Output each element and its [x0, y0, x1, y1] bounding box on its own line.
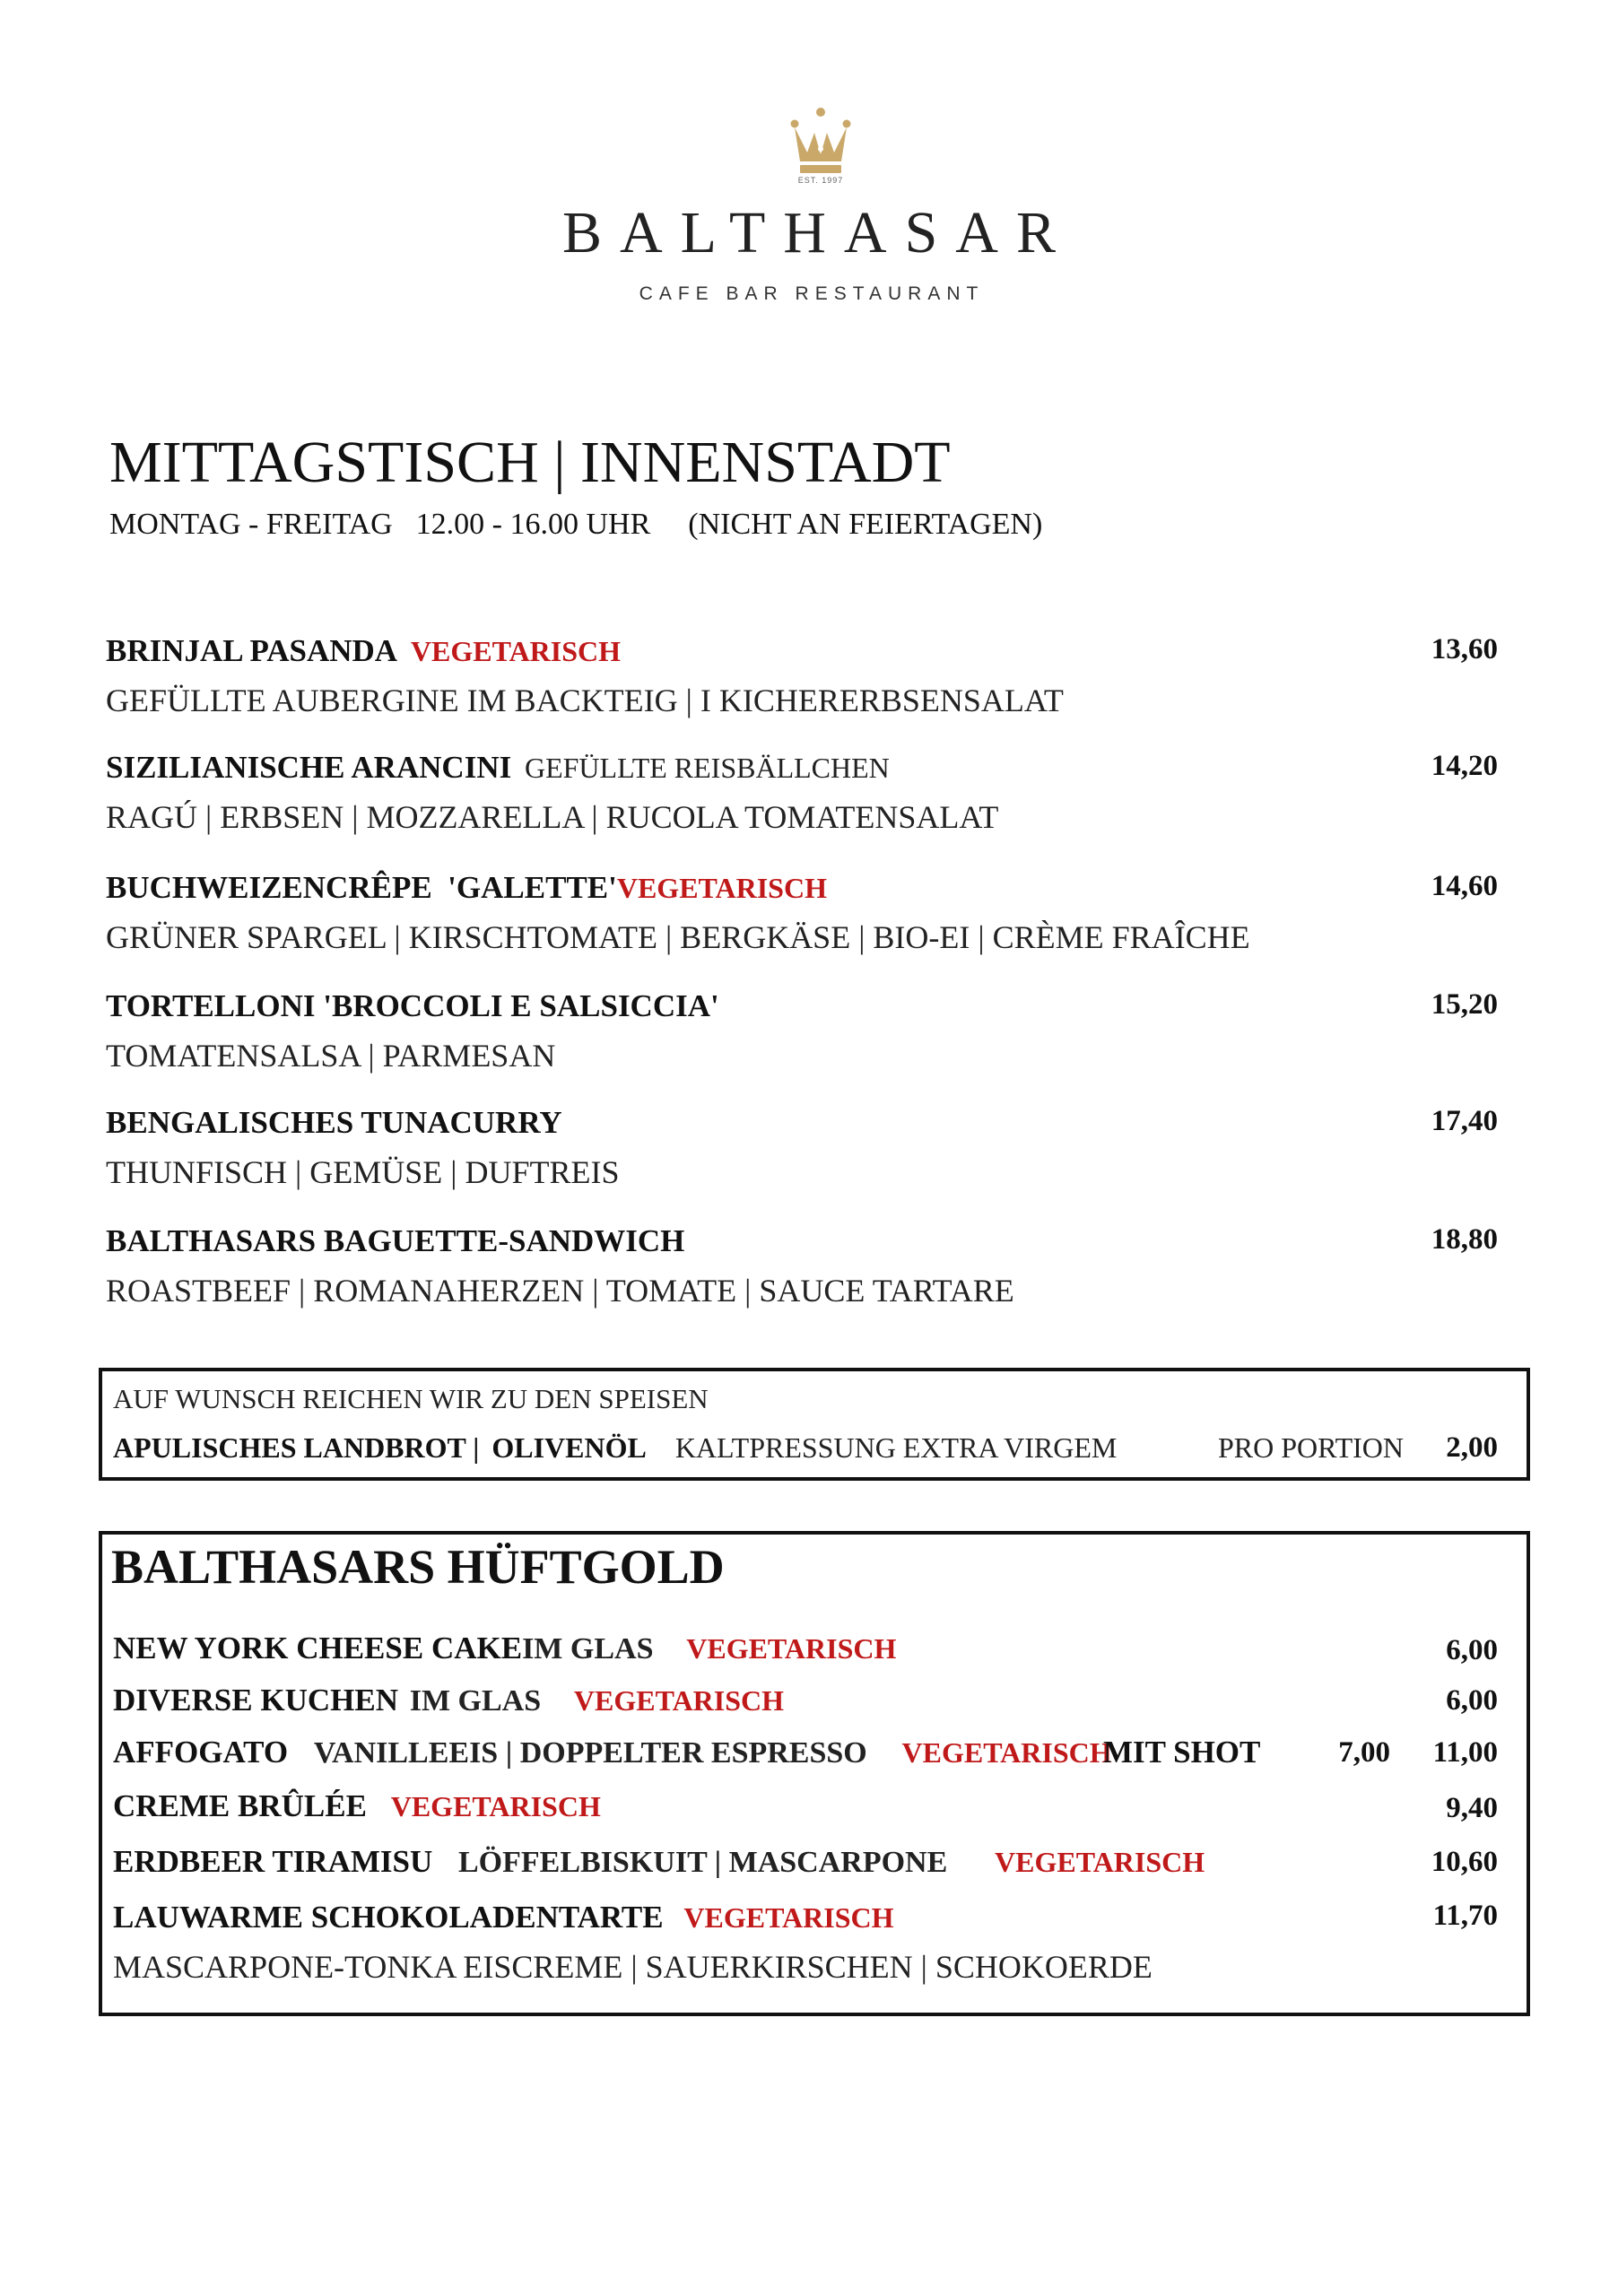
dessert-item	[113, 1631, 896, 1666]
dessert-name: NEW YORK CHEESE CAKE	[113, 1631, 523, 1665]
menu-item-description: RAGÚ | ERBSEN | MOZZARELLA | RUCOLA TOMATENSALAT	[106, 799, 999, 835]
olive-oil-name: OLIVENÖL	[491, 1431, 647, 1464]
vegetarian-tag: VEGETARISCH	[616, 872, 827, 904]
menu-item-description: GEFÜLLTE AUBERGINE IM BACKTEIG | I KICHERERBSENSALAT	[106, 683, 1064, 718]
opening-days: MONTAG - FREITAG	[109, 508, 393, 541]
dessert-name: AFFOGATO	[113, 1735, 289, 1770]
dessert-subtitle: IM GLAS	[522, 1632, 654, 1665]
shot-option-label: MIT SHOT	[1103, 1735, 1261, 1770]
menu-item-name	[106, 750, 890, 786]
vegetarian-tag: VEGETARISCH	[995, 1846, 1205, 1878]
menu-item-description: GRÜNER SPARGEL | KIRSCHTOMATE | BERGKÄSE | BIO-EI | CRÈME FRAÎCHE	[106, 919, 1250, 955]
menu-item-price: 14,20	[1431, 750, 1498, 782]
menu-item-name: BENGALISCHES TUNACURRY	[106, 1105, 562, 1140]
dessert-subtitle: IM GLAS	[409, 1684, 542, 1718]
menu-item-name: TORTELLONI 'BROCCOLI E SALSICCIA'	[106, 988, 719, 1023]
menu-item-price: 14,60	[1431, 870, 1498, 902]
opening-hours	[109, 508, 1042, 542]
item-title: BRINJAL PASANDA	[106, 633, 396, 668]
dessert-price: 9,40	[1446, 1792, 1498, 1824]
dessert-price: 10,60	[1431, 1846, 1498, 1878]
item-subtitle: GEFÜLLTE REISBÄLLCHEN	[524, 752, 890, 784]
menu-item-price: 13,60	[1431, 633, 1498, 665]
menu-title: MITTAGSTISCH | INNENSTADT	[109, 430, 951, 495]
vegetarian-tag: VEGETARISCH	[683, 1901, 894, 1934]
vegetarian-tag: VEGETARISCH	[390, 1790, 601, 1822]
dessert-subtitle: LÖFFELBISKUIT | MASCARPONE	[458, 1846, 948, 1879]
dessert-name: CREME BRÛLÉE	[113, 1788, 367, 1823]
menu-item-description: THUNFISCH | GEMÜSE | DUFTREIS	[106, 1154, 620, 1190]
dessert-name: DIVERSE KUCHEN	[113, 1683, 398, 1718]
bread-line	[113, 1431, 1117, 1465]
menu-item-price: 15,20	[1431, 988, 1498, 1021]
menu-item-price: 18,80	[1431, 1223, 1498, 1256]
vegetarian-tag: VEGETARISCH	[573, 1684, 785, 1717]
menu-item-name	[106, 633, 621, 669]
menu-item-description: ROASTBEEF | ROMANAHERZEN | TOMATE | SAUCE TARTARE	[106, 1273, 1014, 1309]
menu-item-price: 17,40	[1431, 1105, 1498, 1137]
dessert-subtitle: VANILLEEIS | DOPPELTER ESPRESSO	[313, 1736, 867, 1770]
crown-icon	[789, 106, 852, 178]
vegetarian-tag: VEGETARISCH	[901, 1736, 1112, 1769]
bread-name: APULISCHES LANDBROT |	[113, 1431, 480, 1464]
vegetarian-tag: VEGETARISCH	[686, 1632, 897, 1665]
portion-label: PRO PORTION	[1218, 1431, 1404, 1464]
dessert-item	[113, 1735, 1112, 1770]
bread-intro: AUF WUNSCH REICHEN WIR ZU DEN SPEISEN	[113, 1383, 709, 1414]
menu-item-name: BALTHASARS BAGUETTE-SANDWICH	[106, 1223, 685, 1258]
dessert-item	[113, 1844, 1205, 1880]
dessert-item	[113, 1788, 601, 1824]
brand-name: BALTHASAR	[562, 200, 1074, 265]
shot-option-price: 7,00	[1338, 1736, 1390, 1769]
vegetarian-tag: VEGETARISCH	[410, 635, 622, 667]
olive-oil-detail: KALTPRESSUNG EXTRA VIRGEM	[674, 1431, 1118, 1464]
opening-time: 12.00 - 16.00 UHR	[415, 508, 651, 541]
holiday-note: (NICHT AN FEIERTAGEN)	[688, 508, 1043, 541]
dessert-title: BALTHASARS HÜFTGOLD	[111, 1540, 725, 1594]
menu-item-name	[106, 870, 827, 906]
bread-price: 2,00	[1446, 1431, 1498, 1464]
menu-item-description: TOMATENSALSA | PARMESAN	[106, 1038, 556, 1074]
dessert-box	[99, 1531, 1530, 2016]
dessert-name: LAUWARME SCHOKOLADENTARTE	[113, 1900, 664, 1935]
dessert-name: ERDBEER TIRAMISU	[113, 1844, 433, 1879]
dessert-item	[113, 1683, 784, 1718]
dessert-price: 11,70	[1432, 1900, 1498, 1932]
dessert-price: 6,00	[1446, 1634, 1498, 1666]
item-title: SIZILIANISCHE ARANCINI	[106, 750, 512, 785]
dessert-item	[113, 1900, 894, 1935]
brand-tagline: CAFE BAR RESTAURANT	[639, 283, 985, 304]
established-label: EST. 1997	[797, 176, 844, 185]
item-title: BUCHWEIZENCRÊPE 'GALETTE'	[106, 870, 617, 905]
dessert-price: 6,00	[1446, 1684, 1498, 1717]
dessert-description: MASCARPONE-TONKA EISCREME | SAUERKIRSCHEN | SCHOKOERDE	[113, 1949, 1153, 1985]
dessert-price: 11,00	[1432, 1736, 1498, 1769]
